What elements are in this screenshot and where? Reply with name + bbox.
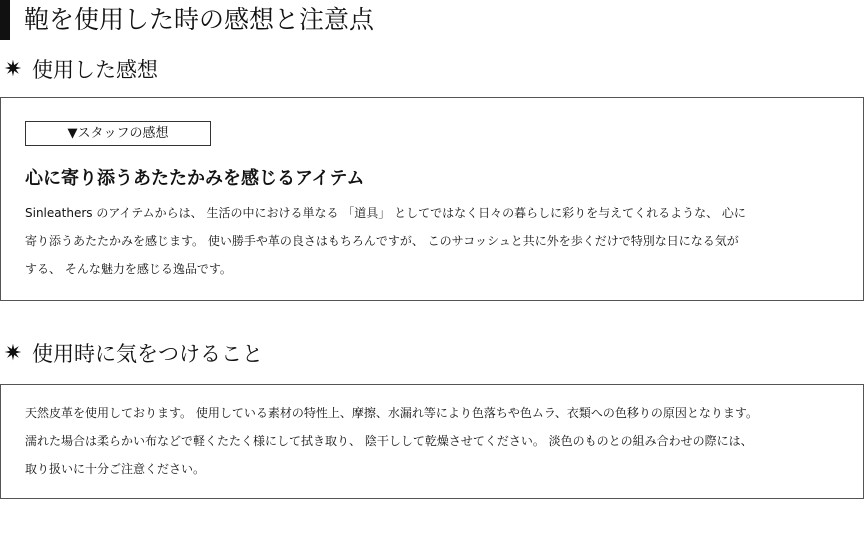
impressions-box <box>0 97 864 301</box>
title-accent-bar <box>0 0 10 40</box>
paragraph-line: 寄り添うあたたかみを感じます。 使い勝手や革の良さはもちろんですが、 このサコッシュと共に外を歩くだけで特別な日になる気が <box>25 234 739 248</box>
impression-subtitle: 心に寄り添うあたたかみを感じるアイテム <box>25 168 365 189</box>
section-heading-label: 使用時に気をつけること <box>32 342 263 366</box>
paragraph-line: 天然皮革を使用しております。 使用している素材の特性上、摩擦、水漏れ等により色落ちや色ムラ、衣類への色移りの原因となります。 <box>25 406 758 420</box>
page-title-bar <box>0 0 864 40</box>
paragraph-line: 取り扱いに十分ご注意ください。 <box>25 462 206 476</box>
section-heading-precautions <box>2 339 263 369</box>
page-title: 鞄を使用した時の感想と注意点 <box>24 5 375 34</box>
section-heading-label: 使用した感想 <box>32 58 158 82</box>
star-icon: ✷ <box>3 341 23 366</box>
star-icon: ✷ <box>3 57 23 82</box>
paragraph-line: Sinleathers のアイテムからは、 生活の中における単なる 「道具」 としてではなく日々の暮らしに彩りを与えてくれるような、 心に <box>25 206 746 220</box>
section-heading-impressions <box>2 55 158 85</box>
precautions-paragraph <box>25 399 758 483</box>
impression-paragraph <box>25 199 746 283</box>
staff-impression-tag: ▼スタッフの感想 <box>25 121 211 146</box>
paragraph-line: 濡れた場合は柔らかい布などで軽くたたく様にして拭き取り、 陰干しして乾燥させてください。 淡色のものとの組み合わせの際には、 <box>25 434 753 448</box>
paragraph-line: する、 そんな魅力を感じる逸品です。 <box>25 262 232 276</box>
precautions-box <box>0 384 864 499</box>
